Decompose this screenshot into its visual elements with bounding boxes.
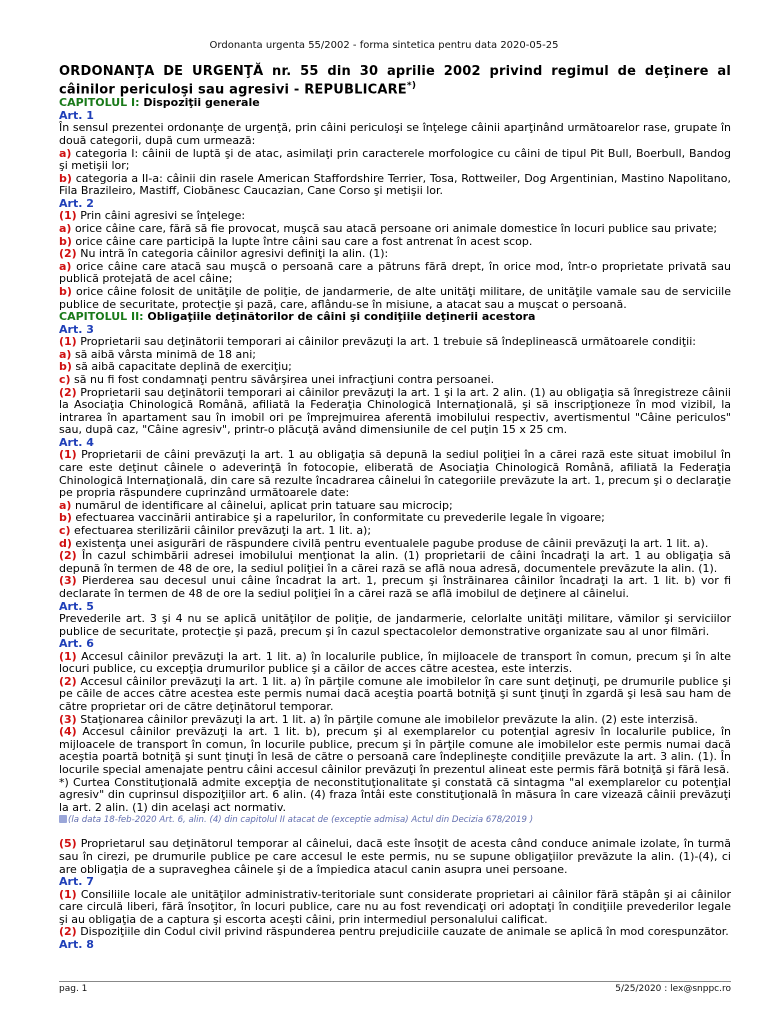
article-4-heading: Art. 4 xyxy=(59,435,94,449)
page-footer xyxy=(59,981,731,993)
list-item: a) să aibă vârsta minimă de 18 ani; xyxy=(59,347,256,361)
page-number: pag. 1 xyxy=(59,984,88,994)
paragraph: (1) Accesul câinilor prevăzuţi la art. 1 lit. a) în localurile publice, în mijloacele de transport în comun, precum şi în alte locuri publice, cu excepţia drumurilor publice şi a căilor de acces către acestea, este interzis. xyxy=(59,649,731,676)
list-item: a) categoria I: câinii de luptă şi de atac, asimilaţi prin caracterele morfologice cu câini de tipul Pit Bull, Boerbull, Bandog şi metişii lor; xyxy=(59,146,731,173)
paragraph: (2) Proprietarii sau deţinătorii temporari ai câinilor prevăzuţi la art. 1 şi la art. 2 alin. (1) au obligaţia să înregistreze câinii la Asociaţia Chinologică Română, afiliată la Federaţia Chinologică Internaţională, şi să inscripţioneze în mod vizibil, la intrarea în apartament sau în imobil ori pe împrejmuirea aferentă imobilului respectiv, avertismentul "Câine periculos" sau, după caz, "Câine agresiv", printr-o plăcuţă având dimensiunile de cel puţin 15 x 25 cm. xyxy=(59,385,731,437)
list-item: c) să nu fi fost condamnaţi pentru săvârşirea unei infracţiuni contra persoanei. xyxy=(59,372,495,386)
running-header: Ordonanta urgenta 55/2002 - forma sintetica pentru data 2020-05-25 xyxy=(209,40,559,51)
paragraph: (1) Proprietarii de câini prevăzuţi la art. 1 au obligaţia să depună la sediul poliţiei în a cărei rază este situat imobilul în care este deţinut câinele o adeverinţă în fotocopie, eliberată de Asociaţia Chinologică Română, afiliată la Federaţia Chinologică Internaţională, din care să rezulte încadrarea câinelui în categoriile prevăzute la art. 1, precum şi o declaraţie pe propria răspundere cuprinzând următoarele date: xyxy=(59,448,731,500)
article-7-heading: Art. 7 xyxy=(59,875,94,889)
list-item: a) orice câine care, fără să fie provocat, muşcă sau atacă persoane ori animale domestice în locuri publice sau private; xyxy=(59,221,718,235)
paragraph: (1) Prin câini agresivi se înţelege: xyxy=(59,209,246,223)
paragraph: (2) Dispoziţiile din Codul civil privind răspunderea pentru prejudiciile cauzate de animale se aplică în mod corespunzător. xyxy=(59,925,729,939)
footer-rule xyxy=(59,981,731,982)
article-5-heading: Art. 5 xyxy=(59,599,94,613)
list-item: d) existenţa unei asigurări de răspundere civilă pentru eventualele pagube produse de câinii prevăzuţi la art. 1 lit. a). xyxy=(59,536,709,550)
list-item: c) efectuarea sterilizării câinilor prevăzuţi la art. 1 lit. a); xyxy=(59,523,372,537)
chapter-2-heading: CAPITOLUL II: Obligaţiile deţinătorilor de câini şi condiţiile deţinerii acestora xyxy=(59,310,536,324)
title-footnote-mark: *) xyxy=(406,81,417,91)
document-title: ORDONANŢA DE URGENŢĂ nr. 55 din 30 aprilie 2002 privind regimul de deţinere al câinilor periculoşi sau agresivi - REPUBLICARE*) xyxy=(59,64,731,98)
paragraph: (2) Nu intră în categoria câinilor agresivi definiţi la alin. (1): xyxy=(59,247,389,261)
footer-date-email: 5/25/2020 : lex@snppc.ro xyxy=(615,984,731,994)
article-6-heading: Art. 6 xyxy=(59,637,94,651)
paragraph: (1) Proprietarii sau deţinătorii temporari ai câinilor prevăzuţi la art. 1 trebuie să îndeplinească următoarele condiţii: xyxy=(59,335,696,349)
list-item: a) orice câine care atacă sau muşcă o persoană care a pătruns fără drept, în orice mod, într-o proprietate privată sau publică protejată de acel câine; xyxy=(59,259,731,286)
list-item: b) să aibă capacitate deplină de exerciţiu; xyxy=(59,360,292,374)
list-item: b) orice câine care participă la lupte între câini sau care a fost antrenat în acest scop. xyxy=(59,234,533,248)
paragraph: (2) În cazul schimbării adresei imobilului menţionat la alin. (1) proprietarii de câini încadraţi la art. 1 au obligaţia să depună în termen de 48 de ore, la sediul poliţiei în a cărei rază se află noua adresă, documentele prevăzute la alin. (1). xyxy=(59,549,731,575)
paragraph: Prevederile art. 3 şi 4 nu se aplică unităţilor de poliţie, de jandarmerie, celorlalte unităţi militare, vămilor şi serviciilor publice de securitate, protecţie şi pază, precum şi în cazul spectacolelor demonstrative organizate sau al unor filmări. xyxy=(59,612,731,638)
article-3-heading: Art. 3 xyxy=(59,322,94,336)
list-item: b) categoria a II-a: câinii din rasele American Staffordshire Terrier, Tosa, Rottweiler, Dog Argentinian, Mastino Napolitano, Fila Brazileiro, Mastiff, Ciobănesc Caucazian, Cane Corso şi metişii lor. xyxy=(59,171,731,198)
paragraph: (3) Pierderea sau decesul unui câine încadrat la art. 1, precum şi înstrăinarea câinilor încadraţi la art. 1 lit. b) vor fi declarate în termen de 48 de ore la sediul poliţiei în a cărei rază se află imobilul de deţinere al câinelui. xyxy=(59,574,731,600)
list-item: b) orice câine folosit de unităţile de poliţie, de jandarmerie, de alte unităţi militare, de unităţile vamale sau de serviciile publice de securitate, protecţie şi pază, care, aflându-se în misiune, a atacat sau a muşcat o persoană. xyxy=(59,284,731,311)
chapter-1-heading: CAPITOLUL I: Dispoziţii generale xyxy=(59,96,260,110)
paragraph: (2) Accesul câinilor prevăzuţi la art. 1 lit. a) în părţile comune ale imobilelor în care sunt deţinuţi, pe drumurile publice şi pe căile de acces către acestea este permis numai dacă aceştia poartă botniţă şi sunt ţinuţi în zgardă şi lesă sau ham de către proprietar ori de către deţinătorul temporar. xyxy=(59,674,731,714)
paragraph: (3) Staţionarea câinilor prevăzuţi la art. 1 lit. a) în părţile comune ale imobilelor prevăzute la alin. (2) este interzisă. xyxy=(59,712,698,726)
paragraph: (4) Accesul câinilor prevăzuţi la art. 1 lit. b), precum şi al exemplarelor cu potenţial agresiv în localurile publice, în mijloacele de transport în comun, în locurile publice, precum şi în părţile comune ale imobilelor este permis numai dacă aceştia poartă botniţă şi sunt ţinuţi în lesă de către o persoană care îndeplineşte condiţiile prevăzute la art. 3 alin. (1). În locurile special amenajate pentru câini accesul câinilor prevăzuţi în prezentul alineat este permis fără botniţă şi fără lesă. xyxy=(59,725,731,777)
note-arrow-icon xyxy=(59,815,67,823)
paragraph: În sensul prezentei ordonanţe de urgenţă, prin câini periculoşi se înţelege câinii aparţinând următoarelor rase, grupate în două categorii, după cum urmează: xyxy=(59,121,731,147)
footnote-paragraph: *) Curtea Constituţională admite excepţia de neconstituţionalitate şi constată că sintagma "al exemplarelor cu potenţial agresiv" din cuprinsul dispoziţiilor art. 6 alin. (4) fraza întâi este constituţională în măsura în care vizează câinii prevăzuţi la art. 2 alin. (1) din acelaşi act normativ. xyxy=(59,775,731,814)
paragraph: (5) Proprietarul sau deţinătorul temporar al câinelui, dacă este însoţit de acesta când conduce animale izolate, în turmă sau în cirezi, pe drumurile publice pe care accesul le este permis, nu se supune obligaţiilor prevăzute la alin. (1)-(4), ci are obligaţia de a supraveghea câinele şi de a împiedica atacul canin asupra unei persoane. xyxy=(59,837,731,876)
amendment-note-link[interactable]: (la data 18-feb-2020 Art. 6, alin. (4) din capitolul II atacat de (exceptie admisa) Actul din Decizia 678/2019 ) xyxy=(59,814,731,826)
document-body xyxy=(59,60,731,952)
article-8-heading: Art. 8 xyxy=(59,938,94,952)
list-item: a) numărul de identificare al câinelui, aplicat prin tatuare sau microcip; xyxy=(59,498,453,512)
list-item: b) efectuarea vaccinării antirabice şi a rapelurilor, în conformitate cu prevederile legale în vigoare; xyxy=(59,511,605,525)
paragraph: (1) Consiliile locale ale unităţilor administrativ-teritoriale sunt considerate proprietari ai câinilor fără stăpân şi ai câinilor care circulă liberi, fără însoţitor, în locuri publice, care nu au fost revendicaţi ori adoptaţi în condiţiile prevederilor legale şi au obligaţia de a captura şi escorta aceşti câini, prin intermediul personalului calificat. xyxy=(59,887,731,926)
article-1-heading: Art. 1 xyxy=(59,108,94,122)
article-2-heading: Art. 2 xyxy=(59,196,94,210)
